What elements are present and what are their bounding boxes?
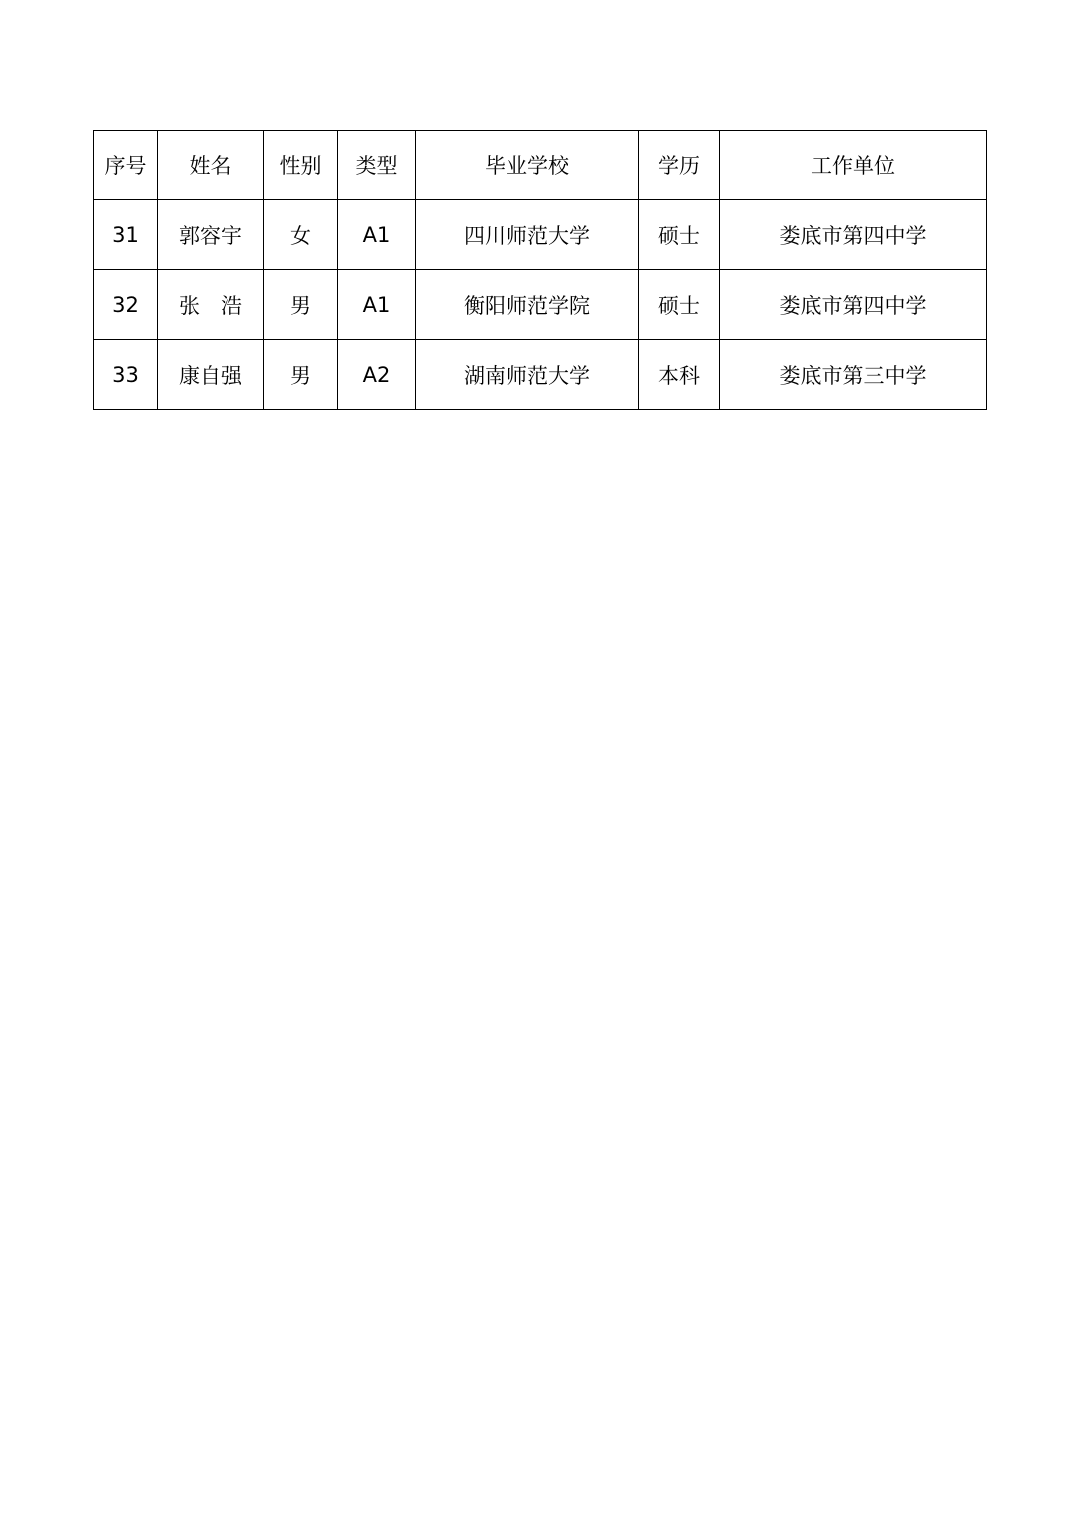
table-header-row — [94, 131, 987, 200]
cell-type: A1 — [338, 270, 416, 340]
cell-graduated-school: 湖南师范大学 — [416, 340, 639, 410]
cell-gender: 女 — [264, 200, 338, 270]
header-name: 姓名 — [158, 131, 264, 200]
header-work-unit: 工作单位 — [720, 131, 987, 200]
header-graduated-school: 毕业学校 — [416, 131, 639, 200]
table-row — [94, 340, 987, 410]
cell-type: A2 — [338, 340, 416, 410]
cell-name: 康自强 — [158, 340, 264, 410]
personnel-table — [93, 130, 987, 410]
cell-serial-number: 32 — [94, 270, 158, 340]
cell-serial-number: 31 — [94, 200, 158, 270]
header-gender: 性别 — [264, 131, 338, 200]
table-row — [94, 200, 987, 270]
header-education: 学历 — [639, 131, 720, 200]
cell-graduated-school: 四川师范大学 — [416, 200, 639, 270]
cell-graduated-school: 衡阳师范学院 — [416, 270, 639, 340]
cell-name: 张 浩 — [158, 270, 264, 340]
cell-education: 硕士 — [639, 270, 720, 340]
cell-work-unit: 娄底市第三中学 — [720, 340, 987, 410]
cell-serial-number: 33 — [94, 340, 158, 410]
cell-education: 硕士 — [639, 200, 720, 270]
cell-work-unit: 娄底市第四中学 — [720, 270, 987, 340]
cell-type: A1 — [338, 200, 416, 270]
header-type: 类型 — [338, 131, 416, 200]
cell-gender: 男 — [264, 340, 338, 410]
cell-gender: 男 — [264, 270, 338, 340]
cell-name: 郭容宇 — [158, 200, 264, 270]
cell-work-unit: 娄底市第四中学 — [720, 200, 987, 270]
table-row — [94, 270, 987, 340]
header-serial-number: 序号 — [94, 131, 158, 200]
cell-education: 本科 — [639, 340, 720, 410]
